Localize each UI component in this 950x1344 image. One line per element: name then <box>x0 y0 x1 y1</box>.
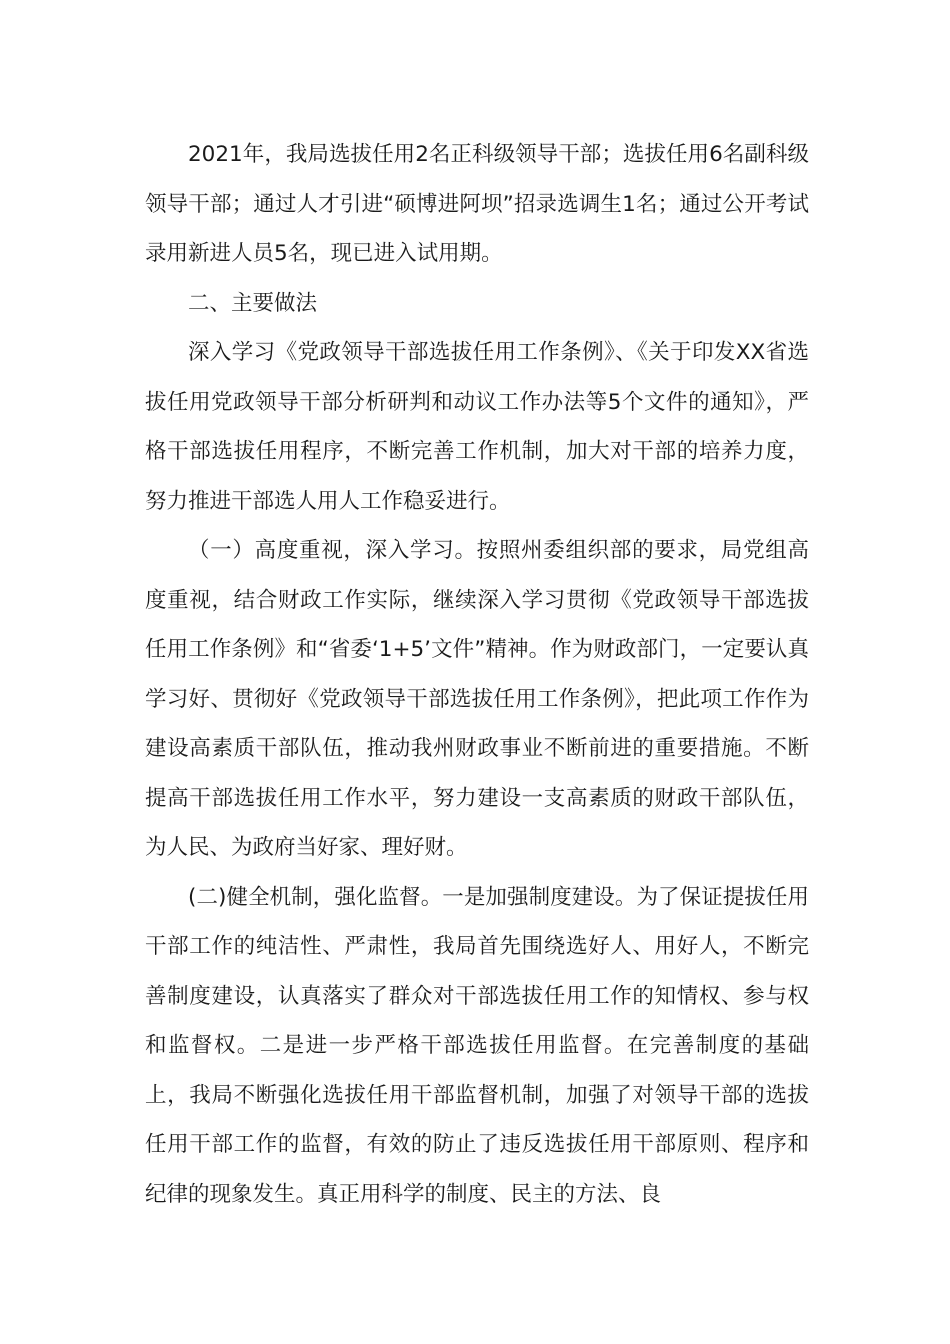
paragraph-study-regulations: 深入学习《党政领导干部选拔任用工作条例》、《关于印发XX省选拔任用党政领导干部分析研判和动议工作办法等5个文件的通知》，严格干部选拔任用程序，不断完善工作机制，加大对干部的培养力度，努力推进干部选人用人工作稳妥进行。 <box>145 340 809 514</box>
paragraph-recruitment-summary: 2021年，我局选拔任用2名正科级领导干部；选拔任用6名副科级领导干部；通过人才引进“硕博进阿坝”招录选调生1名；通过公开考试录用新进人员5名，现已进入试用期。 <box>145 142 809 266</box>
document-body <box>145 130 809 1219</box>
paragraph-mechanism-supervision: (二)健全机制，强化监督。一是加强制度建设。为了保证提拔任用干部工作的纯洁性、严肃性，我局首先围绕选好人、用好人，不断完善制度建设，认真落实了群众对干部选拔任用工作的知情权、参与权和监督权。二是进一步严格干部选拔任用监督。在完善制度的基础上，我局不断强化选拔任用干部监督机制，加强了对领导干部的选拔任用干部工作的监督，有效的防止了违反选拔任用干部原则、程序和纪律的现象发生。真正用科学的制度、民主的方法、良 <box>145 884 809 1207</box>
section-heading-main-practices: 二、主要做法 <box>188 290 318 316</box>
paragraph-high-attention: （一）高度重视，深入学习。按照州委组织部的要求，局党组高度重视，结合财政工作实际，继续深入学习贯彻《党政领导干部选拔任用工作条例》和“省委‘1+5’文件”精神。作为财政部门，一定要认真学习好、贯彻好《党政领导干部选拔任用工作条例》，把此项工作作为建设高素质干部队伍，推动我州财政事业不断前进的重要措施。不断提高干部选拔任用工作水平，努力建设一支高素质的财政干部队伍，为人民、为政府当好家、理好财。 <box>145 538 809 860</box>
